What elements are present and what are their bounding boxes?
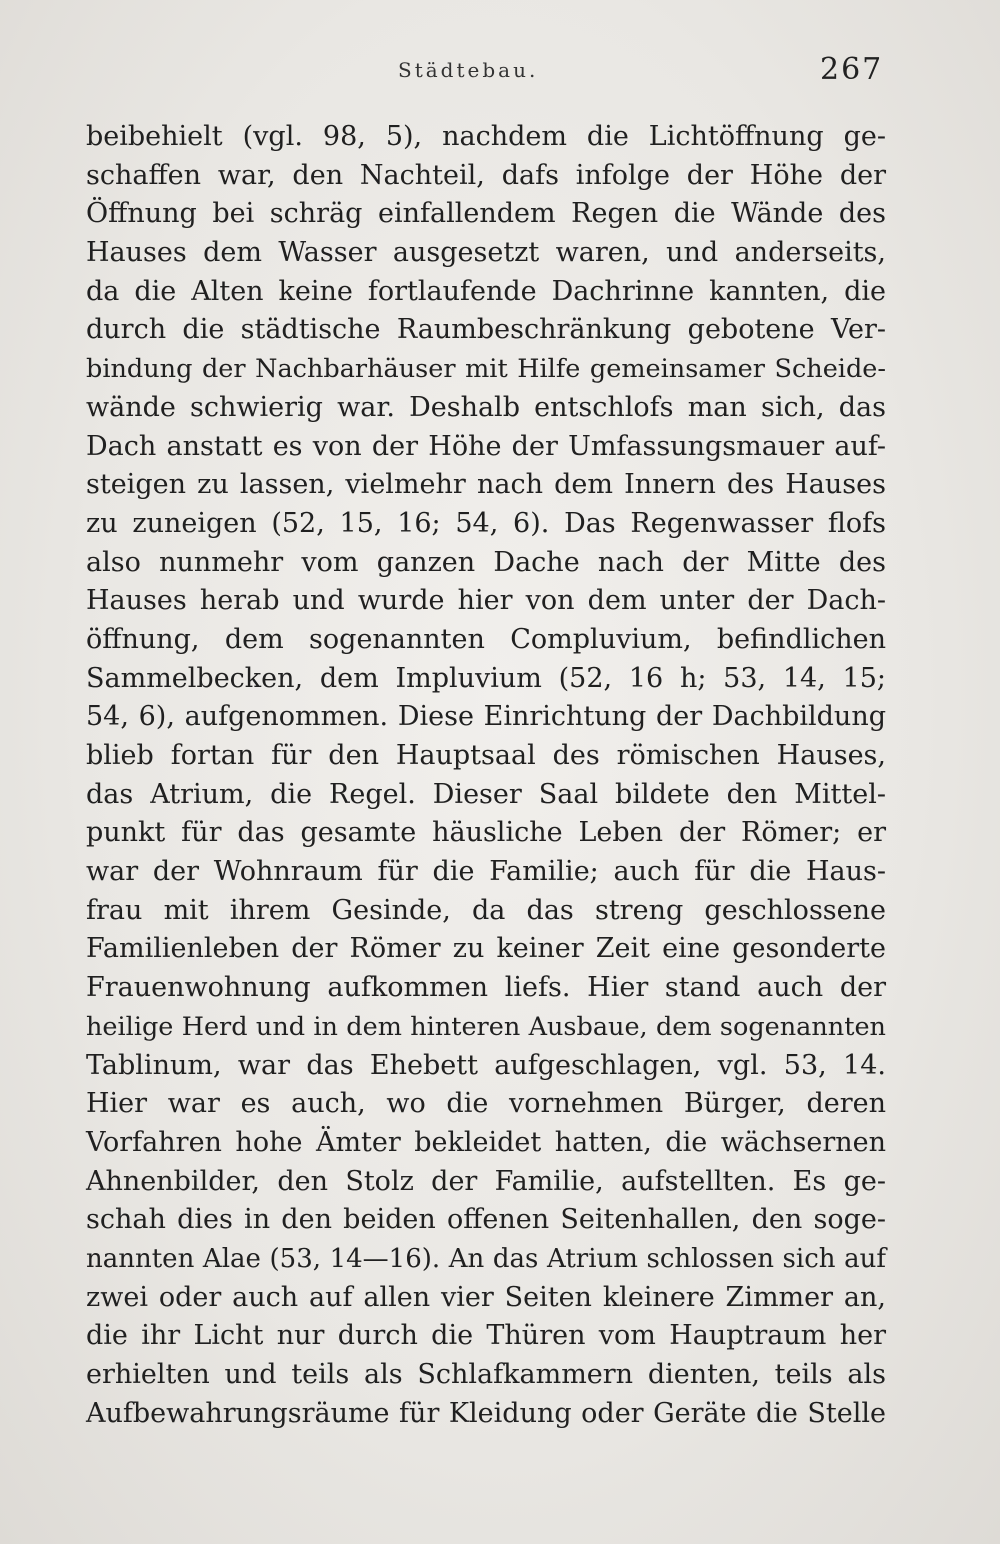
text-line: öffnung, dem sogenannten Compluvium, befindlichen <box>86 623 886 655</box>
text-line: Hier war es auch, wo die vornehmen Bürger, deren <box>86 1088 886 1120</box>
text-line: frau mit ihrem Gesinde, da das streng geschlossene <box>86 894 886 926</box>
text-line: bindung der Nachbarhäuser mit Hilfe gemeinsamer Scheide- <box>86 354 886 385</box>
text-line: durch die städtische Raumbeschränkung gebotene Ver- <box>86 314 886 346</box>
text-line: die ihr Licht nur durch die Thüren vom Hauptraum her <box>86 1320 886 1352</box>
text-line: Dach anstatt es von der Höhe der Umfassungsmauer auf- <box>86 430 886 462</box>
text-line: zu zuneigen (52, 15, 16; 54, 6). Das Regenwasser flofs <box>86 507 886 539</box>
running-title: Städtebau. <box>398 58 539 82</box>
text-line: Hauses herab und wurde hier von dem unter der Dach- <box>86 585 886 617</box>
text-line: Öffnung bei schräg einfallendem Regen die Wände des <box>86 198 886 230</box>
text-line: war der Wohnraum für die Familie; auch für die Haus- <box>86 856 886 888</box>
text-line: erhielten und teils als Schlafkammern dienten, teils als <box>86 1359 886 1390</box>
page-header <box>0 52 1000 92</box>
body-text <box>86 118 886 1433</box>
text-line: also nunmehr vom ganzen Dache nach der Mitte des <box>86 546 886 578</box>
text-line: punkt für das gesamte häusliche Leben der Römer; er <box>86 817 886 849</box>
text-line: Tablinum, war das Ehebett aufgeschlagen, vgl. 53, 14. <box>86 1049 886 1081</box>
text-line: das Atrium, die Regel. Dieser Saal bildete den Mittel- <box>86 778 886 810</box>
text-line: wände schwierig war. Deshalb entschlofs man sich, das <box>86 391 886 423</box>
text-line: Vorfahren hohe Ämter bekleidet hatten, die wächsernen <box>86 1126 886 1158</box>
text-line: Sammelbecken, dem Impluvium (52, 16 h; 53, 14, 15; <box>86 662 886 694</box>
text-line: da die Alten keine fortlaufende Dachrinne kannten, die <box>86 275 886 307</box>
text-line: schah dies in den beiden offenen Seitenhallen, den soge- <box>86 1204 886 1236</box>
text-line: Familienleben der Römer zu keiner Zeit eine gesonderte <box>86 933 886 965</box>
text-line: nannten Alae (53, 14—16). An das Atrium schlossen sich auf <box>86 1243 886 1274</box>
text-line: zwei oder auch auf allen vier Seiten kleinere Zimmer an, <box>86 1281 886 1313</box>
text-line: heilige Herd und in dem hinteren Ausbaue, dem sogenannten <box>86 1011 886 1042</box>
text-line: steigen zu lassen, vielmehr nach dem Innern des Hauses <box>86 469 886 501</box>
text-line: Aufbewahrungsräume für Kleidung oder Geräte die Stelle <box>86 1397 886 1429</box>
page-number: 267 <box>820 52 884 87</box>
text-line: Hauses dem Wasser ausgesetzt waren, und anderseits, <box>86 237 886 269</box>
text-line: Ahnenbilder, den Stolz der Familie, aufstellten. Es ge- <box>86 1165 886 1197</box>
text-line: beibehielt (vgl. 98, 5), nachdem die Lichtöffnung ge- <box>86 121 886 152</box>
text-line: Frauenwohnung aufkommen liefs. Hier stand auch der <box>86 972 886 1004</box>
text-line: blieb fortan für den Hauptsaal des römischen Hauses, <box>86 740 886 771</box>
text-line: 54, 6), aufgenommen. Diese Einrichtung der Dachbildung <box>86 701 886 733</box>
text-line: schaffen war, den Nachteil, dafs infolge der Höhe der <box>86 159 886 191</box>
